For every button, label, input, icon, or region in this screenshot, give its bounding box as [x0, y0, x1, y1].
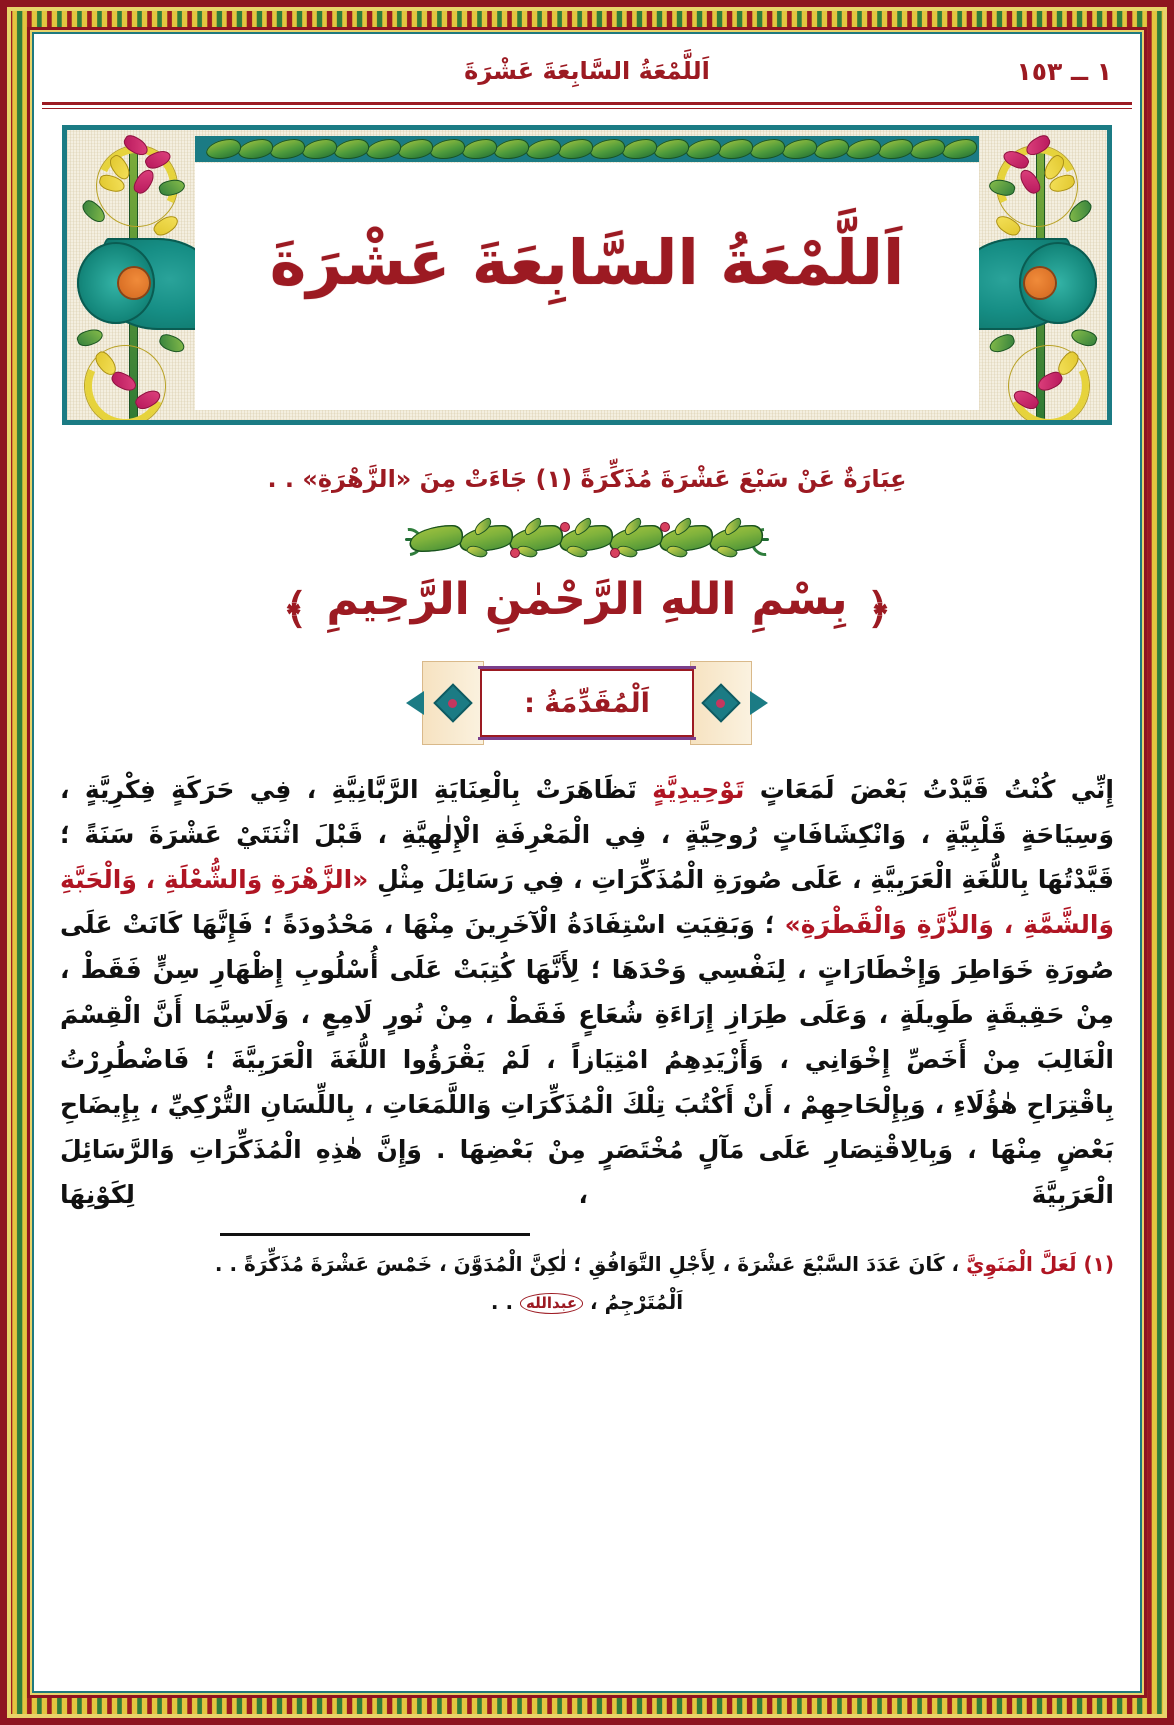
body-paragraph	[60, 767, 1114, 1217]
footnote-name: لَعَلَّ الْمَنَوِيَّ	[966, 1252, 1077, 1276]
footnote-text	[60, 1246, 1114, 1282]
title-panel	[62, 125, 1112, 425]
section-heading-label: اَلْمُقَدِّمَةُ :	[524, 687, 650, 719]
folio-number: ١ ــ ١٥٣	[1016, 56, 1112, 86]
cartouche-ornament-right	[690, 661, 752, 745]
subtitle-line: عِبَارَةٌ عَنْ سَبْعَ عَشْرَةَ مُذَكِّرَةً (١) جَاءَتْ مِنَ «الزَّهْرَةِ» . .	[267, 465, 907, 493]
footnote-separator-rule	[220, 1233, 530, 1236]
footnote-marker: (١)	[1076, 1252, 1114, 1276]
vine-ornament-divider	[397, 519, 777, 559]
ornament-bracket-right: ﴿	[866, 584, 892, 633]
page-header	[40, 40, 1134, 102]
running-head: اَللَّمْعَةُ السَّابِعَةَ عَشْرَةَ	[464, 57, 710, 85]
footnote-body: ، كَانَ عَدَدَ السَّبْعَ عَشْرَةَ ، لِأَجْلِ التَّوَافُقِ ؛ لٰكِنَّ الْمُدَوَّنَ ، خَمْسَ عَشْرَةَ مُذَكِّرَةً . .	[214, 1252, 967, 1276]
footnote-signer: اَلْمُتَرْجِمُ ،	[590, 1290, 684, 1314]
cartouche-ornament-left	[422, 661, 484, 745]
header-rule-thick	[42, 102, 1132, 105]
braid-band-top	[195, 136, 979, 162]
header-rule	[42, 102, 1132, 112]
seal-icon: عبدالله	[520, 1293, 583, 1314]
page-content	[40, 40, 1134, 1685]
body-text-run: إِنِّي كُنْتُ قَيَّدْتُ بَعْضَ لَمَعَاتٍ	[744, 775, 1114, 804]
header-rule-thin	[42, 108, 1132, 109]
body-highlight-run: تَوْحِيدِيَّةٍ	[652, 775, 745, 804]
ornament-bracket-left: ﴾	[282, 584, 308, 633]
footnote-tail: . .	[490, 1290, 514, 1314]
body-text-run: تَظَاهَرَتْ بِالْعِنَايَةِ الرَّبَّانِيَّةِ ، فِي حَرَكَةٍ فِكْرِيَّةٍ ، وَسِيَاحَةٍ قَلْبِيَّةٍ ، وَانْكِشَافَاتٍ رُوحِيَّةٍ ، فِي الْمَعْرِفَةِ الْإِلٰهِيَّةِ ، قَبْلَ اثْنَتَيْ عَشْرَةَ سَنَةً ؛ قَيَّدْتُهَا بِاللُّغَةِ الْعَرَبِيَّةِ ، عَلَى صُورَةِ الْمُذَكِّرَاتِ ، فِي رَسَائِلَ مِثْلِ	[60, 775, 1115, 894]
body-highlight-run: «الزَّهْرَةِ وَالشُّعْلَةِ ، وَالْحَبَّةِ وَالشَّمَّةِ ، وَالذَّرَّةِ وَالْقَطْرَةِ»	[60, 865, 1114, 939]
footnote-block	[60, 1246, 1114, 1320]
body-text-block	[60, 767, 1114, 1217]
basmala-text: بِسْمِ اللهِ الرَّحْمٰنِ الرَّحِيمِ	[326, 574, 848, 625]
basmala-block	[40, 575, 1134, 645]
section-heading-cartouche	[422, 661, 752, 745]
footnote-signature	[60, 1284, 1114, 1320]
body-text-run: ؛ وَبَقِيَتِ اسْتِفَادَةُ الْآخَرِينَ مِنْهَا ، مَحْدُودَةً ؛ فَإِنَّهَا كَانَتْ عَلَى صُورَةِ خَوَاطِرَ وَإِخْطَارَاتٍ ، لِنَفْسِي وَحْدَهَا ؛ لِأَنَّهَا كُتِبَتْ عَلَى أُسْلُوبِ إِظْهَارِ سِنٍّ فَقَطْ ، مِنْ حَقِيقَةٍ طَوِيلَةٍ ، وَعَلَى طِرَازِ إِرَاءَةِ شُعَاعٍ فَقَطْ ، مِنْ نُورٍ لَامِعٍ ، وَلَاسِيَّمَا أَنَّ الْقِسْمَ الْغَالِبَ مِنْ أَخَصِّ إِخْوَانِي ، وَأَزْيَدِهِمُ امْتِيَازاً ، لَمْ يَقْرَؤُوا اللُّغَةَ الْعَرَبِيَّةَ ؛ فَاضْطُرِرْتُ بِاقْتِرَاحِ هٰؤُلَاءِ ، وَبِإِلْحَاحِهِمْ ، أَنْ أَكْتُبَ تِلْكَ الْمُذَكِّرَاتِ وَاللَّمَعَاتِ ، بِاللِّسَانِ التُّرْكِيِّ ، بِإِيضَاحِ بَعْضٍ مِنْهَا ، وَبِالِاقْتِصَارِ عَلَى مَآلٍ مُخْتَصَرٍ مِنْ بَعْضِهَا . وَإِنَّ هٰذِهِ الْمُذَكِّرَاتِ وَالرَّسَائِلَ الْعَرَبِيَّةَ ، لِكَوْنِهَا	[60, 910, 1114, 1209]
chapter-title: اَللَّمْعَةُ السَّابِعَةَ عَشْرَةَ	[269, 226, 905, 299]
